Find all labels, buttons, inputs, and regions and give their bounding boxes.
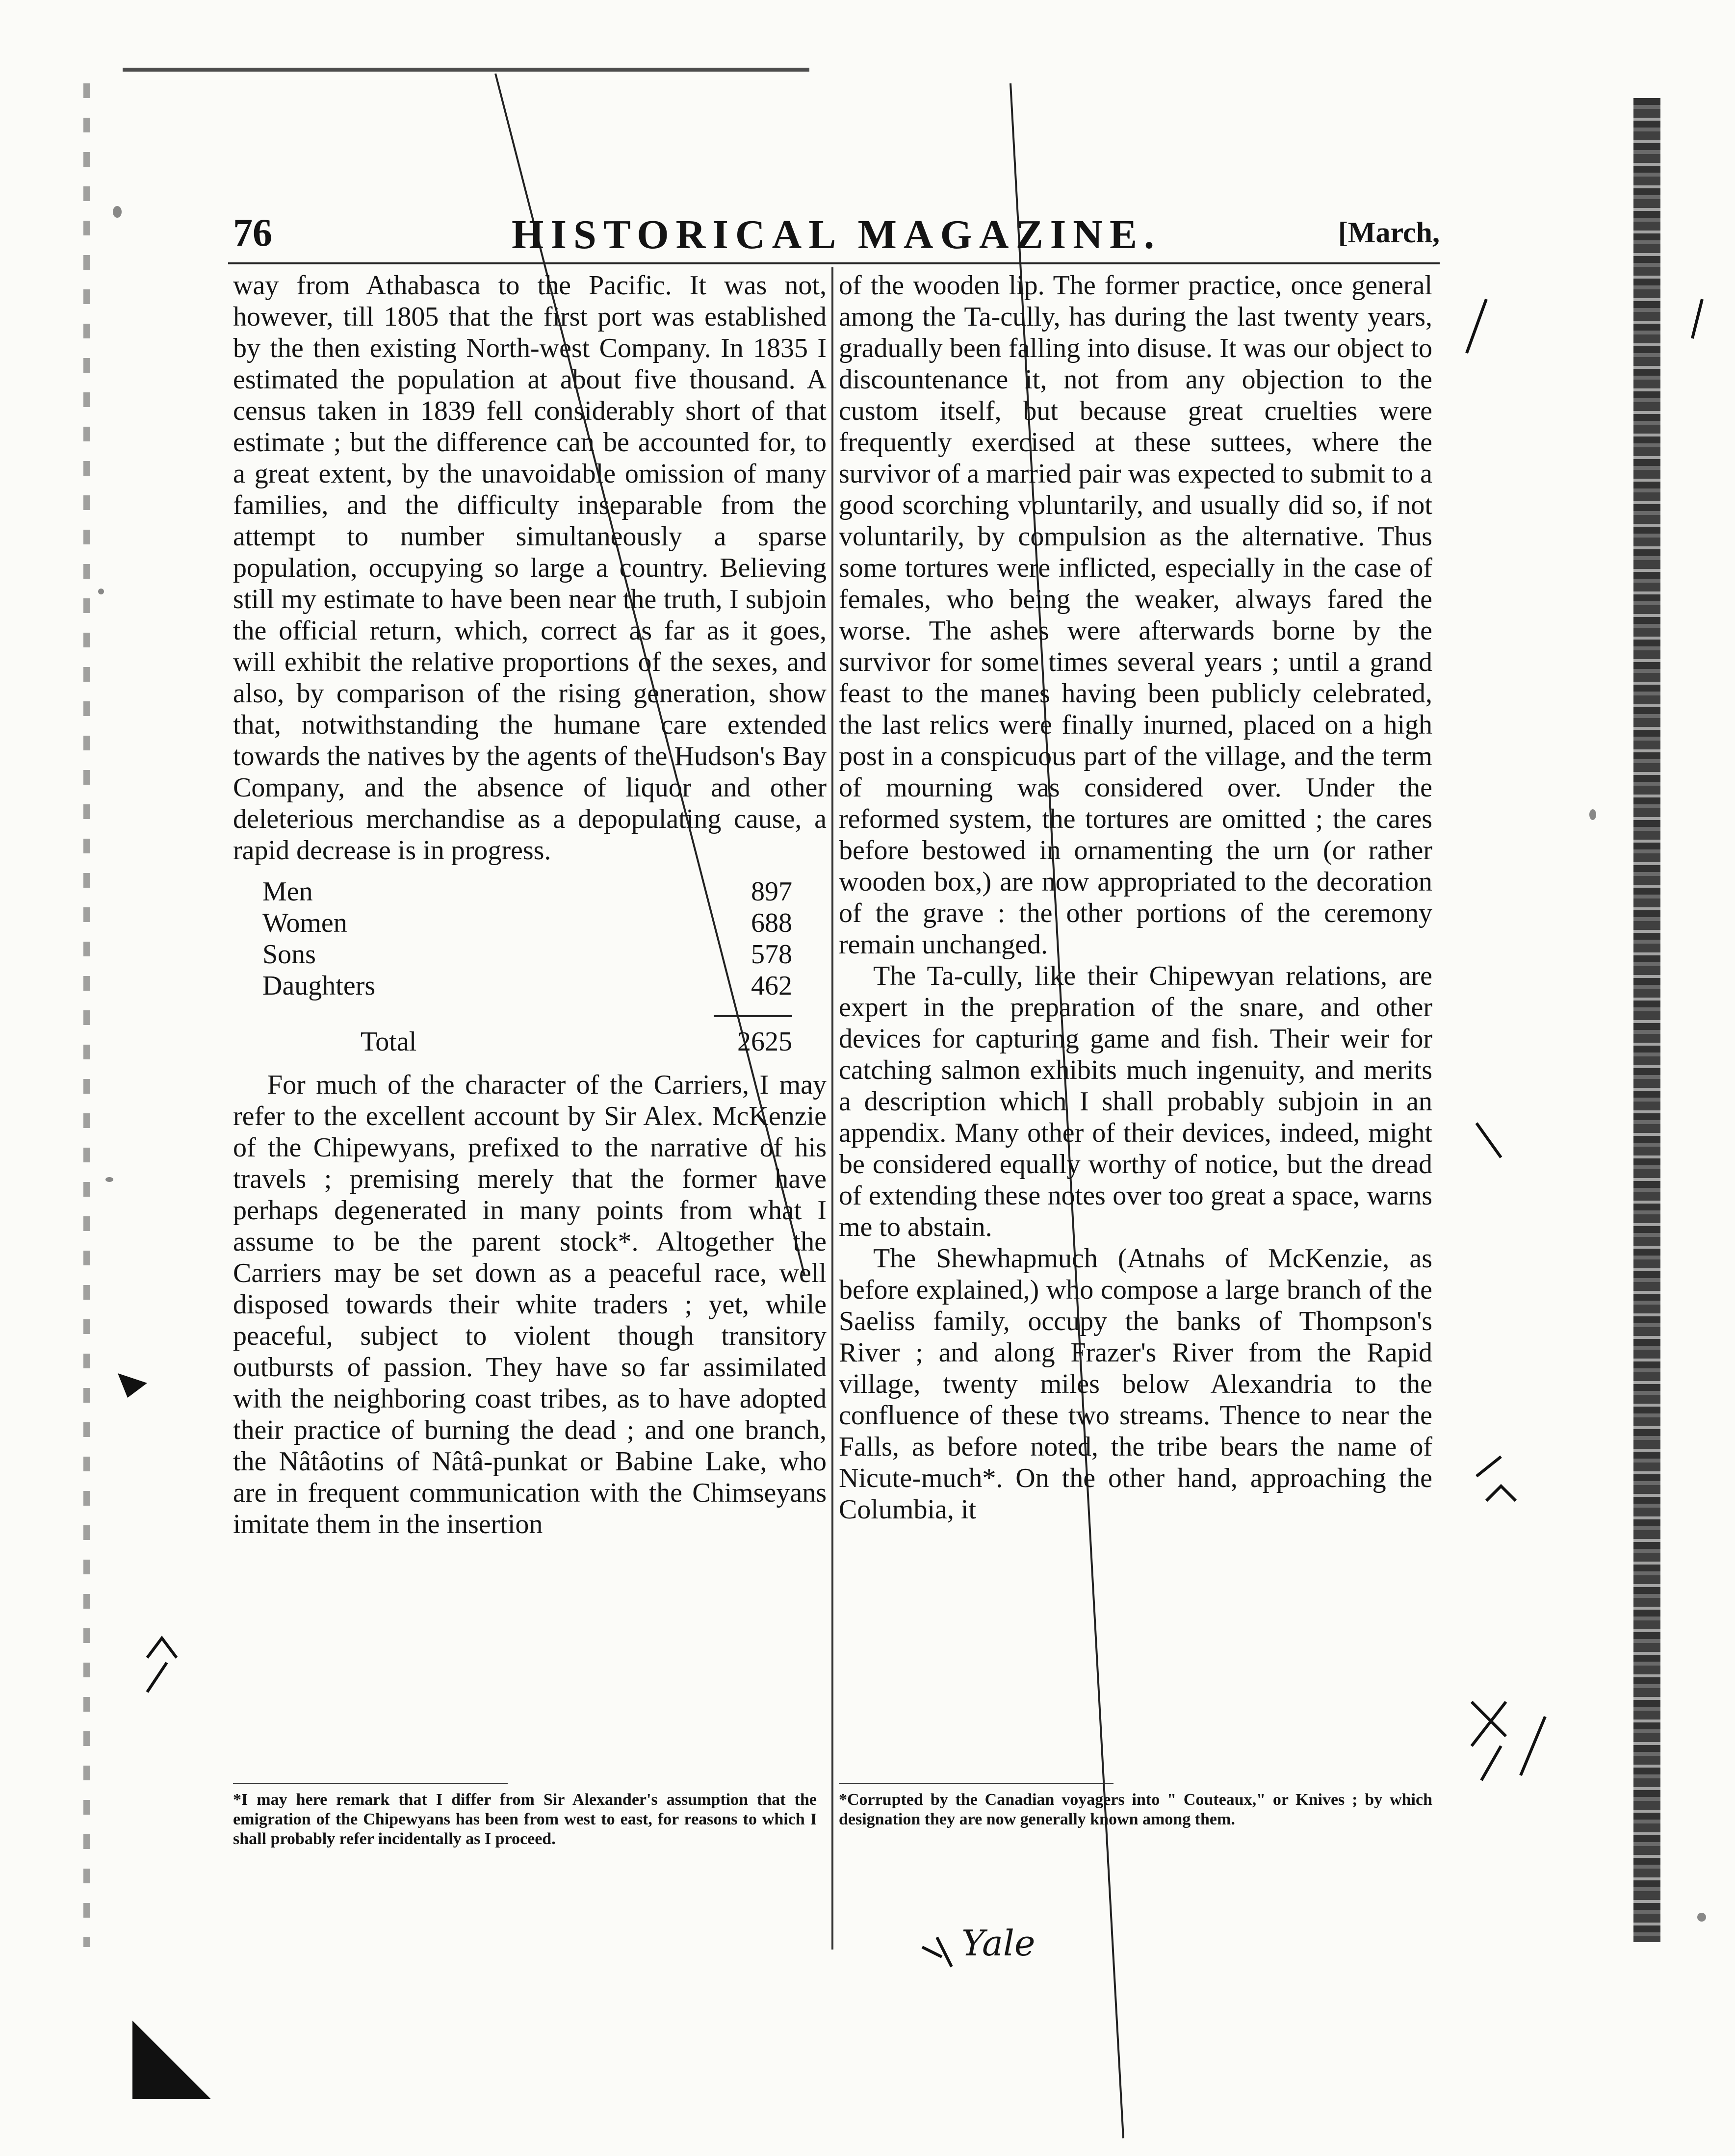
margin-tick-mark: [1692, 299, 1702, 338]
left-footnote: *I may here remark that I differ from Sir Alexander's assumption that the emigration of the Chipewyans has been from west to east, for reasons to which I shall probably refer incidentally as I proceed.: [233, 1791, 817, 1848]
margin-tick-mark: [1476, 1457, 1501, 1476]
margin-tick-mark: [1476, 1123, 1501, 1157]
census-total-label: Total: [361, 1027, 417, 1057]
margin-caret-mark: [1486, 1486, 1516, 1501]
census-total-rule: [714, 1015, 792, 1017]
magazine-title: HISTORICAL MAGAZINE.: [511, 212, 1161, 257]
census-value: 897: [751, 876, 792, 907]
footnote-rule: [839, 1783, 1114, 1784]
margin-arrow-mark: [118, 1373, 147, 1398]
census-row: [262, 970, 792, 1001]
census-label: Women: [262, 908, 347, 938]
footnote-rule: [233, 1783, 508, 1784]
page-number: 76: [233, 211, 272, 255]
right-paragraph-2: The Ta-cully, like their Chipewyan relations, are expert in the preparation of the snare, and other devices for capturing game and fish. Their weir for catching salmon exhibits much ingenuity, and merits a description which I shall probably subjoin in an appendix. Many other of their devices, indeed, might be considered equally worthy of notice, but the dread of extending these notes over too great a space, warns me to abstain.: [839, 961, 1432, 1242]
census-value: 688: [751, 908, 792, 938]
right-column: [839, 270, 1432, 1525]
margin-tick-mark: [1521, 1717, 1545, 1775]
left-column: [233, 270, 827, 1540]
census-row: [262, 939, 792, 970]
right-paragraph-1: of the wooden lip. The former practice, once general among the Ta-cully, has during the last twenty years, gradually been falling into disuse. It was our object to discountenance it, not from any objection to the custom itself, but because great cruelties were frequently exercised at these suttees, where the survivor of a married pair was expected to submit to a good scorching voluntarily, and usually did so, if not voluntarily, by compulsion as the alternative. Thus some tortures were inflicted, especially in the case of females, who being the weaker, always fared the worse. The ashes were afterwards borne by the survivor for some times several years ; until a grand feast to the manes having been publicly celebrated, the last relics were finally inurned, placed on a high post in a conspicuous part of the village, and the term of mourning was considered over. Under the reformed system, the tortures are omitted ; the cares before bestowed in ornamenting the urn (or rather wooden box,) are now appropriated to the decoration of the grave : the other portions of the ceremony remain unchanged.: [839, 270, 1432, 960]
right-paragraph-3: The Shewhapmuch (Atnahs of McKenzie, as before explained,) who compose a large branch of the Saeliss family, occupy the banks of Thompson's River ; and along Frazer's River from the Rapid village, twenty miles below Alexandria to the confluence of these two streams. Thence to near the Falls, as before noted, the tribe bears the name of Nicute-much*. On the other hand, approaching the Columbia, it: [839, 1243, 1432, 1525]
issue-month: [March,: [1338, 216, 1440, 249]
left-paragraph-1: way from Athabasca to the Pacific. It was not, however, till 1805 that the first port was established by the then existing North-west Company. In 1835 I estimated the population at about five thousand. A census taken in 1839 fell considerably short of that estimate ; but the difference can be accounted for, to a great extent, by the unavoidable omission of many families, and the difficulty inseparable from the attempt to number simultaneously a sparse population, occupying so large a country. Believing still my estimate to have been near the truth, I subjoin the official return, which, correct as far as it goes, will exhibit the relative proportions of the sexes, and also, by comparison of the rising generation, show that, notwithstanding the humane care extended towards the natives by the agents of the Hudson's Bay Company, and the absence of liquor and other deleterious merchandise as a depopulating cause, a rapid decrease is in progress.: [233, 270, 827, 866]
census-total-value: 2625: [737, 1027, 792, 1057]
right-footnote: *Corrupted by the Canadian voyagers into " Couteaux," or Knives ; by which designation they are now generally known among them.: [839, 1791, 1432, 1828]
census-value: 578: [751, 939, 792, 970]
census-value: 462: [751, 971, 792, 1001]
census-row: [262, 876, 792, 907]
census-label: Daughters: [262, 971, 376, 1001]
margin-tick-mark: [147, 1663, 167, 1692]
margin-caret-mark: [147, 1638, 177, 1658]
header-rule: [228, 262, 1440, 264]
column-divider: [831, 267, 833, 1950]
margin-tick-mark: [1467, 299, 1486, 353]
margin-tick-mark: [1481, 1746, 1501, 1780]
page-header: [233, 211, 1440, 265]
handwritten-annotation: Yale: [961, 1923, 1036, 1964]
census-label: Sons: [262, 939, 316, 970]
page: [218, 206, 1440, 1952]
census-row: [262, 907, 792, 939]
left-paragraph-2: For much of the character of the Carriers, I may refer to the excellent account by Sir Alex. McKenzie of the Chipewyans, prefixed to the narrative of his travels ; premising merely that the former have perhaps degenerated in many points from what I assume to be the parent stock*. Altogether the Carriers may be set down as a peaceful race, well disposed towards their white traders ; yet, while peaceful, subject to violent though transitory outbursts of passion. They have so far assimilated with the neighboring coast tribes, as to have adopted their practice of burning the dead ; and one branch, the Nâtâotins of Nâtâ-punkat or Babine Lake, who are in frequent communication with the Chimseyans imitate them in the insertion: [233, 1070, 827, 1540]
census-total-row: [361, 1026, 792, 1057]
census-label: Men: [262, 876, 313, 907]
census-table: [262, 876, 792, 1057]
